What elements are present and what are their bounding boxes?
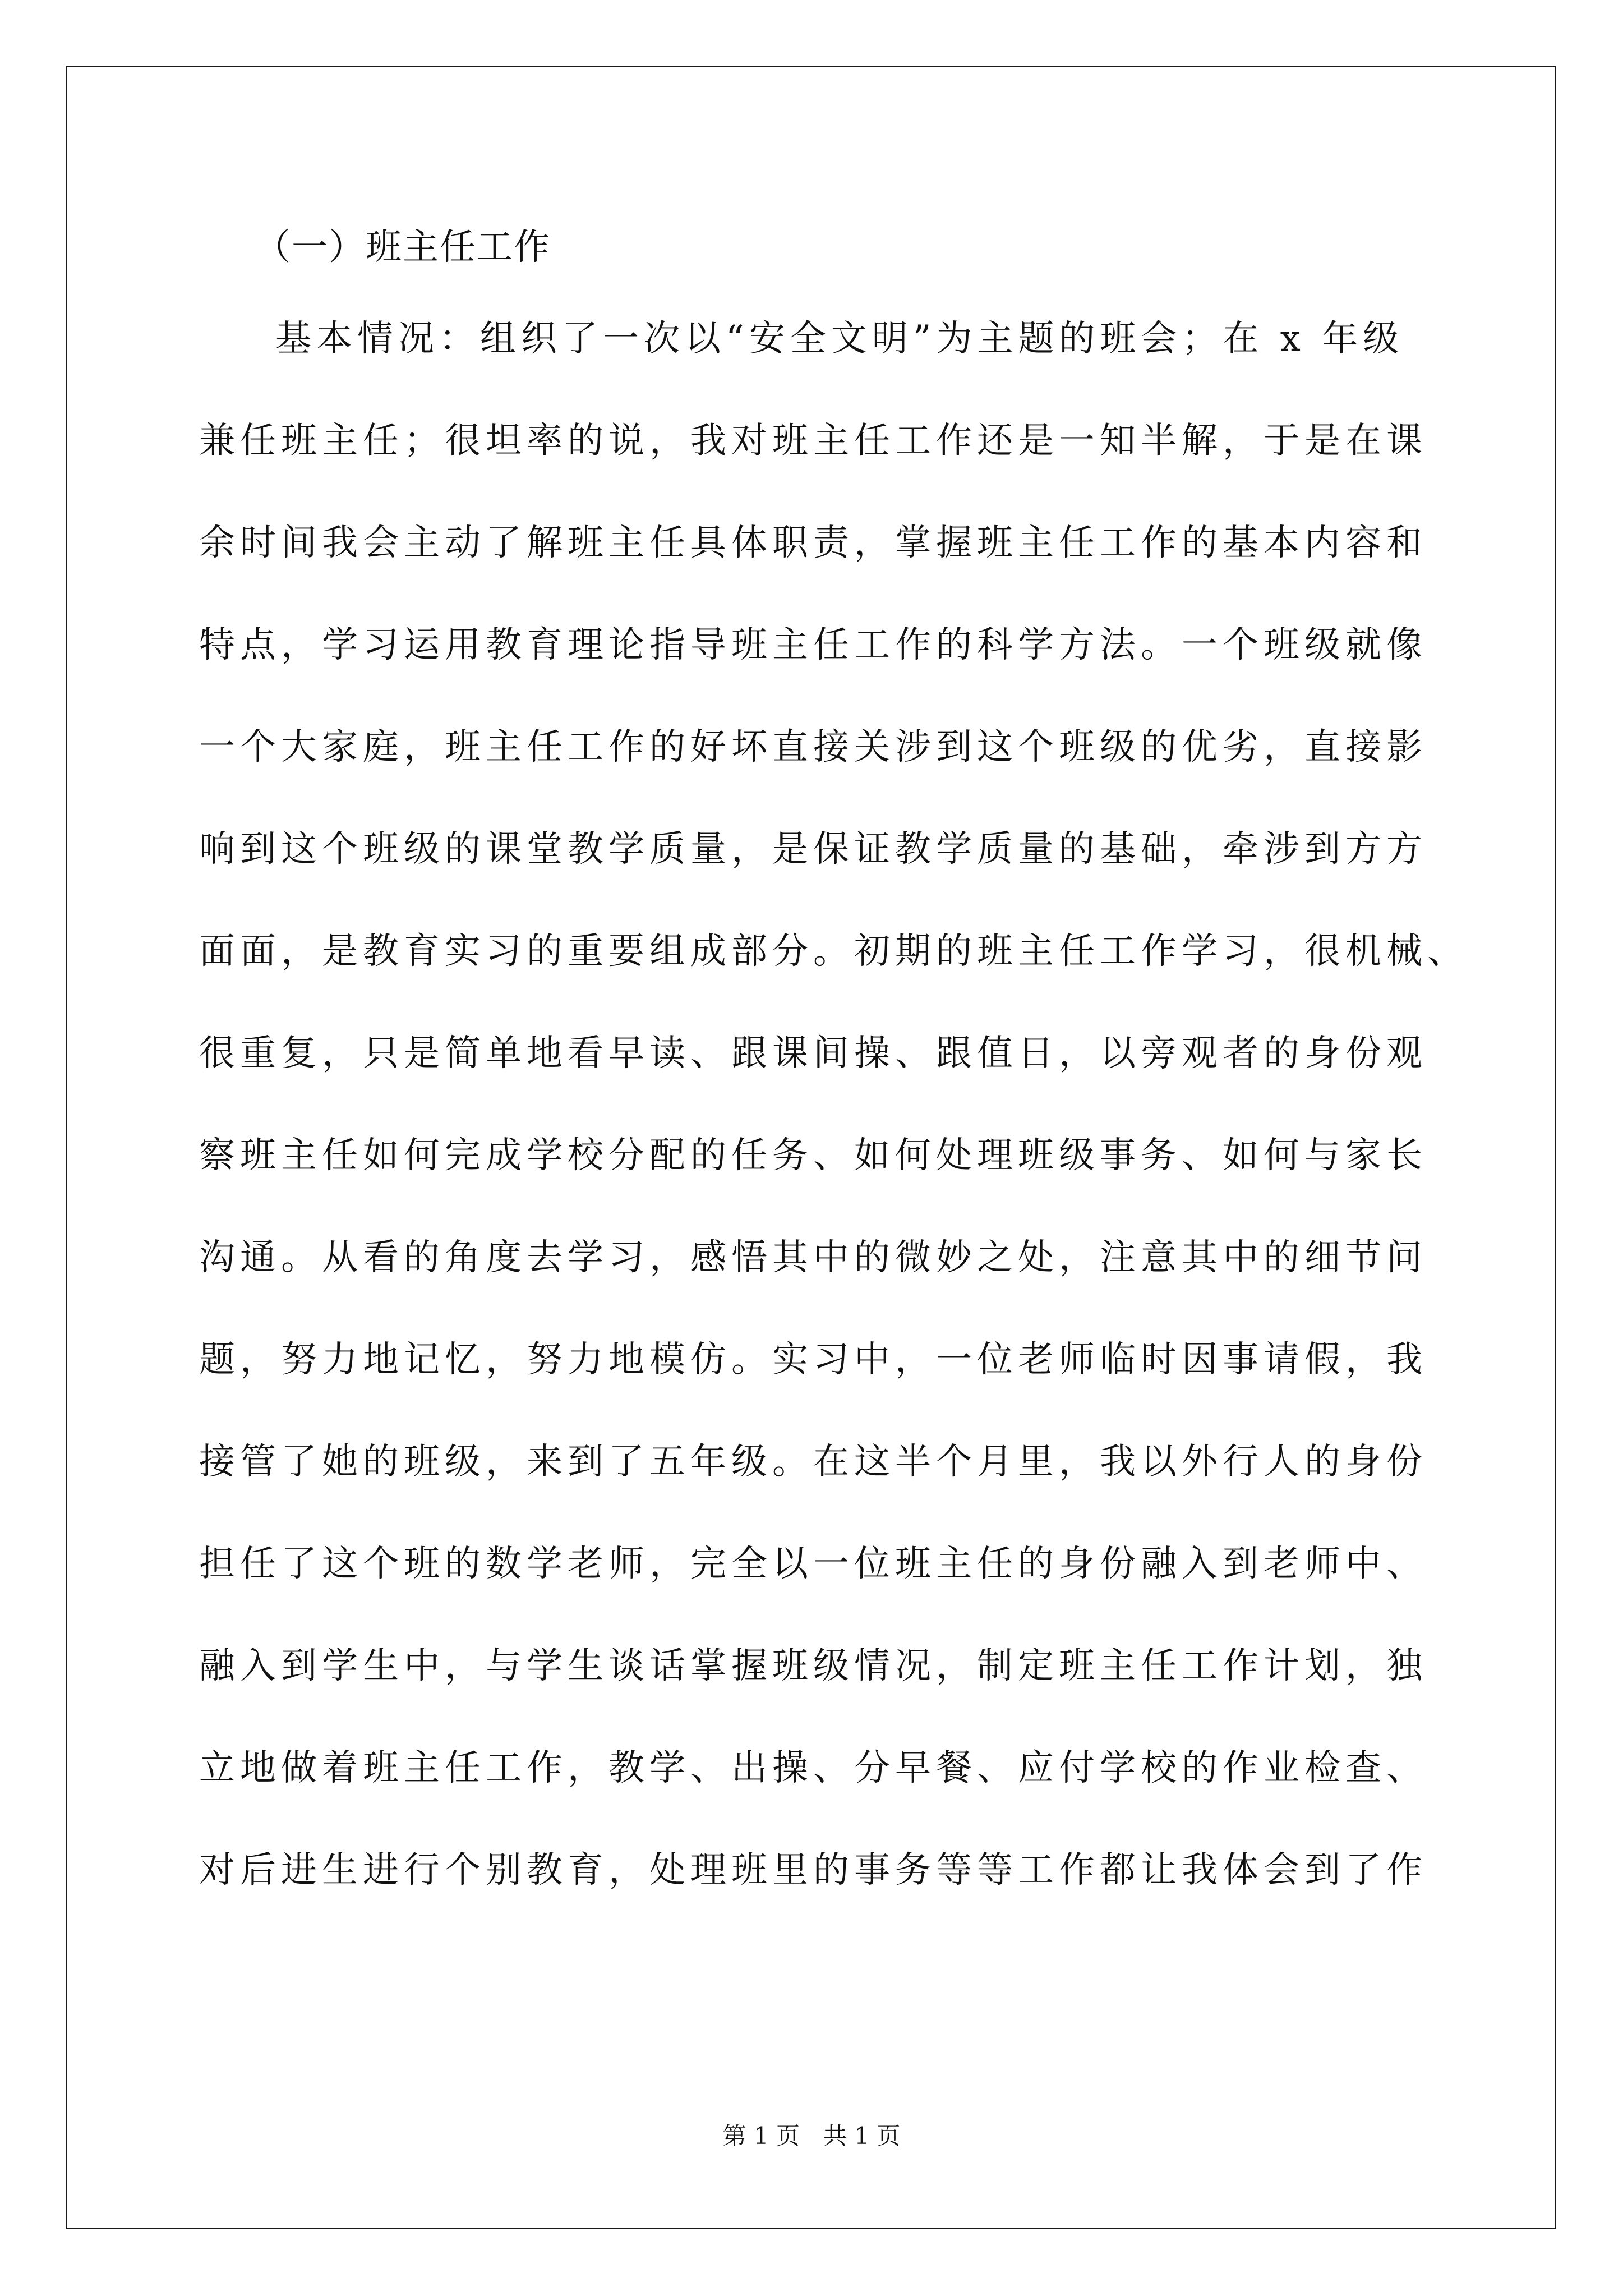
paragraph-line: 担任了这个班的数学老师，完全以一位班主任的身份融入到老师中、: [199, 1543, 1427, 1585]
paragraph-line: 兼任班主任；很坦率的说，我对班主任工作还是一知半解，于是在课: [199, 420, 1427, 462]
paragraph-line: 接管了她的班级，来到了五年级。在这半个月里，我以外行人的身份: [199, 1441, 1427, 1483]
page-number-footer: 第 1 页 共 1 页: [722, 2122, 901, 2150]
section-heading: （一）班主任工作: [255, 227, 551, 268]
paragraph-line: 一个大家庭，班主任工作的好坏直接关涉到这个班级的优劣，直接影: [199, 726, 1427, 768]
paragraph-line: 沟通。从看的角度去学习，感悟其中的微妙之处，注意其中的细节问: [199, 1237, 1427, 1278]
paragraph-line: 对后进生进行个别教育，处理班里的事务等等工作都让我体会到了作: [199, 1849, 1427, 1891]
paragraph-line: 余时间我会主动了解班主任具体职责，掌握班主任工作的基本内容和: [199, 522, 1427, 564]
paragraph-line: 很重复，只是简单地看早读、跟课间操、跟值日，以旁观者的身份观: [199, 1033, 1427, 1074]
paragraph-line: 响到这个班级的课堂教学质量，是保证教学质量的基础，牵涉到方方: [199, 829, 1427, 870]
paragraph-line: 基本情况：组织了一次以“安全文明”为主题的班会；在 x 年级: [275, 318, 1404, 360]
paragraph-line: 察班主任如何完成学校分配的任务、如何处理班级事务、如何与家长: [199, 1135, 1427, 1176]
paragraph-line: 立地做着班主任工作，教学、出操、分早餐、应付学校的作业检查、: [199, 1747, 1427, 1789]
paragraph-line: 融入到学生中，与学生谈话掌握班级情况，制定班主任工作计划，独: [199, 1645, 1427, 1687]
paragraph-line: 面面，是教育实习的重要组成部分。初期的班主任工作学习，很机械、: [199, 931, 1468, 972]
paragraph-line: 特点，学习运用教育理论指导班主任工作的科学方法。一个班级就像: [199, 624, 1427, 666]
paragraph-line: 题，努力地记忆，努力地模仿。实习中，一位老师临时因事请假，我: [199, 1339, 1427, 1381]
